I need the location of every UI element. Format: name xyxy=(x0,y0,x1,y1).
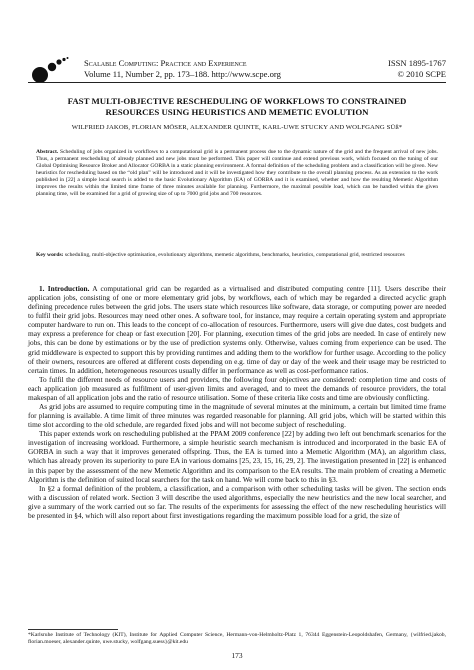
volume-line: Volume 11, Number 2, pp. 173–188. http://www.scpe.org xyxy=(84,69,281,79)
section-heading: 1. Introduction. xyxy=(39,284,90,293)
paragraph-3: As grid jobs are assumed to require computing time in the magnitude of several minutes at the minimum, a certain but limited time frame for planning is available. A time limit of three minutes was regarded reasonable for planning. All grid jobs, which will be started within this time slot according to the old schedule, are regarded fixed jobs and will not become subject of rescheduling. xyxy=(28,402,446,430)
section-introduction xyxy=(28,284,446,520)
paragraph-4: This paper extends work on rescheduling published at the PPAM 2009 conference [22] by adding two left out benchmark scenarios for the investigation of increasing workload. Furthermore, a simple heuristic search mechanism is introduced and incorporated in the basic EA of GORBA in such a way that it improves generated offspring. Thus, the EA is turned into a Memetic Algorithm (MA), an algorithm class, which has already proven its superiority to pure EA in various domains [25, 23, 15, 16, 29, 2]. The investigation presented in [22] is enhanced in this paper by the assessment of the new Memetic Algorithm and its comparison to the EA results. The main problem of creating a Memetic Algorithm is the definition of suited local searchers for the task on hand. We will come back to this in §3. xyxy=(28,429,446,484)
issn: ISSN 1895-1767 xyxy=(387,58,446,68)
paragraph-2: To fulfil the different needs of resource users and providers, the following four objectives are considered: completion time and costs of each application job measured as fulfilment of user-given limits and averaged, and to meet the demands of resource providers, the total makespan of all application jobs and the ratio of resource utilisation. Some of these criteria like costs and time are obviously conflicting. xyxy=(28,374,446,402)
paper-title xyxy=(28,96,446,117)
keywords xyxy=(36,252,438,259)
copyright: © 2010 SCPE xyxy=(397,69,446,79)
abstract xyxy=(36,149,438,198)
keywords-label: Key words: xyxy=(36,252,64,258)
header-rule xyxy=(28,82,446,83)
paragraph-1-text: A computational grid can be regarded as a virtualised and distributed computing centre [11]. Users describe their application jobs, consisting of one or more elementary grid jobs, by workflows, each of which may be regarded a directed acyclic graph defining precedence rules between the grid jobs. The users state which resources like software, data storage, or computing power are needed to fulfil their grid jobs. Resources may need other ones. A software tool, for instance, may require a certain operating system and appropriate computer hardware to run on. This leads to the concept of co-allocation of resources. Furthermore, users will give due dates, cost budgets and may express a preference for cheap or fast execution [20]. For planning, execution times of the grid jobs are needed. In case of entirely new jobs, this can be done by estimations or by the use of prediction systems only. Otherwise, values coming from experience can be used. The grid middleware is expected to support this by providing runtimes and adding them to the workflow for further usage. According to the policy of their owners, resources are offered at different costs depending on e.g. time of day or day of the week and their usage may be restricted to certain times. In addition, heterogeneous resources usually differ in performance as well as cost-performance ratios. xyxy=(28,284,446,375)
paragraph-5: In §2 a formal definition of the problem, a classification, and a comparison with other scheduling tasks will be given. The section ends with a discussion of related work. Section 3 will describe the used algorithms, especially the new heuristics and the new local searcher, and give a summary of the work carried out so far. The results of the experiments for assessing the effect of the new rescheduling heuristics will be presented in §4, which will also report about first investigations regarding the maximum possible load for a grid, the size of xyxy=(28,483,446,520)
authors: WILFRIED JAKOB, FLORIAN MÖSER, ALEXANDER QUINTE, KARL-UWE STUCKY AND WOLFGANG SÜß* xyxy=(71,124,403,131)
footnote-rule xyxy=(28,629,118,630)
keywords-text: scheduling, multi-objective optimisation, evolutionary algorithms, memetic algorithms, benchmarks, heuristics, computational grid, restricted resources xyxy=(64,252,405,258)
title-line-2: RESOURCES USING HEURISTICS AND MEMETIC EVOLUTION xyxy=(105,106,369,117)
abstract-label: Abstract. xyxy=(36,149,59,155)
footnote: *Karlsruhe Institute of Technology (KIT), Institute for Applied Computer Science, Hermann-von-Helmholtz-Platz 1, 76344 Eggenstein-Leopoldshafen, Germany, {wilfried.jakob, florian.moeser, alexander.quinte, uwe.stucky, wolfgang.suess}@kit.edu xyxy=(28,632,446,645)
title-line-1: FAST MULTI-OBJECTIVE RESCHEDULING OF WORKFLOWS TO CONSTRAINED xyxy=(67,96,407,106)
abstract-text: Scheduling of jobs organized in workflows to a computational grid is a permanent process due to the dynamic nature of the grid and the frequent arrival of new jobs. Thus, a permanent rescheduling of already planned and new jobs must be performed. This paper will continue and extend previous work, which focused on the tuning of our Global Optimising Resource Broker and Allocator GORBA in a static planning environment. A formal definition of the scheduling problem and a classification will be given. New heuristics for rescheduling based on the “old plan” will be introduced and it will be investigated how they contribute to the overall planning process. As an extension to the work published in [22] a simple local search is added to the basic Evolutionary Algorithm (EA) of GORBA and it is examined, whether and how the resulting Memetic Algorithm improves the results within the limited time frame of three minutes available for planning. Furthermore, the maximal possible load, which can be handled within the given planning time, will be examined for a grid of growing size of up to 7000 grid jobs and 700 resources. xyxy=(36,149,438,198)
paragraph-1 xyxy=(28,284,446,375)
page-number: 173 xyxy=(231,651,243,660)
journal-name: Scalable Computing: Practice and Experience xyxy=(84,58,247,68)
